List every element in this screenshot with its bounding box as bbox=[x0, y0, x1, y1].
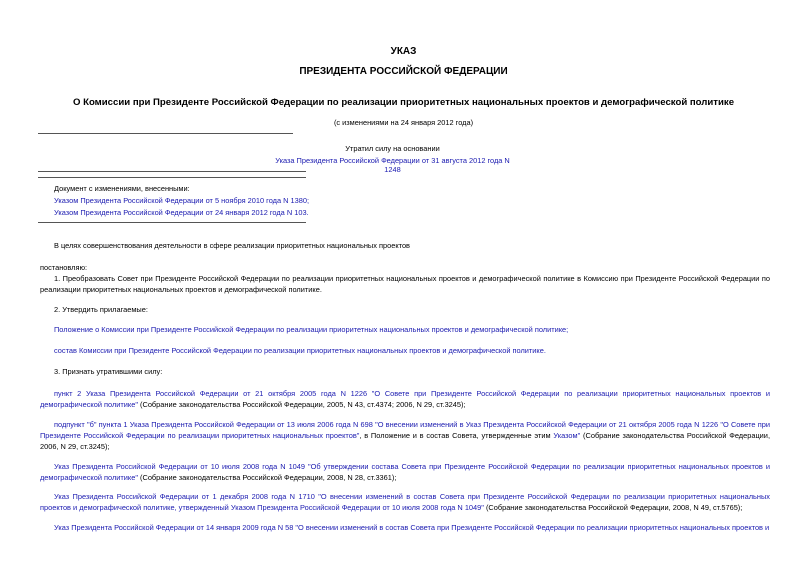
divider bbox=[38, 177, 306, 178]
intro-paragraph: В целях совершенствования деятельности в сфере реализации приоритетных национальных проектов bbox=[54, 241, 410, 250]
amendment-list bbox=[54, 183, 309, 219]
divider bbox=[38, 133, 293, 134]
repealed-link-4[interactable]: Указ Президента Российской Федерации от 1 декабря 2008 года N 1710 "О внесении изменений в состав Совета при Президенте Российской Федерации по реализации приоритетных национальных проектов и демографической политике, утвержденный Указом Президента Российской Федерации от 10 июля 2008 года N 1049" bbox=[40, 492, 770, 512]
paragraph-1: 1. Преобразовать Совет при Президенте Российской Федерации по реализации приоритетных национальных проектов и демографической политике в Комиссию при Президенте Российской Федерации по реализации приоритетных национальных проектов и демографической политике. bbox=[40, 274, 770, 294]
repealed-item-3 bbox=[40, 462, 770, 484]
repealed-source-4: (Собрание законодательства Российской Федерации, 2008, N 49, ст.5765); bbox=[483, 502, 743, 512]
document-title: О Комиссии при Президенте Российской Федерации по реализации приоритетных национальных проектов и демографической политике bbox=[72, 97, 735, 108]
repealed-item-1 bbox=[40, 389, 770, 411]
divider bbox=[38, 171, 306, 172]
paragraph-3: 3. Признать утратившими силу: bbox=[54, 367, 163, 376]
repealed-link-5[interactable]: Указ Президента Российской Федерации от 14 января 2009 года N 58 "О внесении изменений в состав Совета при Президенте Российской Федерации по реализации приоритетных национальных проектов и bbox=[54, 523, 770, 532]
repealed-item-2 bbox=[40, 420, 770, 452]
approved-link-regulation[interactable]: Положение о Комиссии при Президенте Российской Федерации по реализации приоритетных национальных проектов и демографической политике; bbox=[54, 325, 569, 334]
issuer-title: ПРЕЗИДЕНТА РОССИЙСКОЙ ФЕДЕРАЦИИ bbox=[299, 66, 508, 77]
repealed-source-2: (Собрание законодательства Российской Федерации, 2006, N 29, ст.3245); bbox=[40, 430, 770, 451]
divider bbox=[38, 222, 306, 223]
repealed-item-4 bbox=[40, 492, 770, 514]
repealed-source-1: (Собрание законодательства Российской Федерации, 2005, N 43, ст.4374; 2006, N 29, ст.3245); bbox=[137, 399, 466, 409]
amendment-link[interactable]: Указом Президента Российской Федерации от 5 ноября 2010 года N 1380; bbox=[54, 196, 310, 205]
repealed-link-1[interactable]: пункт 2 Указа Президента Российской Федерации от 21 октября 2005 года N 1226 "О Совете при Президенте Российской Федерации по реализации приоритетных национальных проектов и демографической политике" bbox=[40, 389, 770, 409]
repealed-mid-2: , в Положение и в состав Совета, утвержденные этим bbox=[359, 430, 554, 440]
amendment-link[interactable]: Указом Президента Российской Федерации от 24 января 2012 года N 103. bbox=[54, 208, 309, 217]
repealed-link-2b[interactable]: Указом" bbox=[553, 430, 581, 440]
amendment-note: (с изменениями на 24 января 2012 года) bbox=[333, 118, 474, 127]
repealed-item-5 bbox=[40, 523, 770, 534]
doc-type-title: УКАЗ bbox=[390, 46, 417, 57]
amendment-list-heading: Документ с изменениями, внесенными: bbox=[54, 184, 190, 193]
repealed-link-3[interactable]: Указ Президента Российской Федерации от 10 июля 2008 года N 1049 "Об утверждении состава Совета при Президенте Российской Федерации по реализации приоритетных национальных проектов и демографической политике" bbox=[40, 462, 770, 482]
repealed-source-3: (Собрание законодательства Российской Федерации, 2008, N 28, ст.3361); bbox=[137, 472, 397, 482]
lost-force-link[interactable]: Указа Президента Российской Федерации от 31 августа 2012 года N 1248 bbox=[275, 156, 510, 174]
paragraph-2: 2. Утвердить прилагаемые: bbox=[54, 305, 148, 314]
repealed-link-2[interactable]: подпункт "б" пункта 1 Указа Президента Российской Федерации от 13 июля 2006 года N 698 "О внесении изменений в Указ Президента Российской Федерации от 21 октября 2005 года N 1226 "О Совете при Президенте Российской Федерации по реализации приоритетных национальных проектов" bbox=[40, 420, 770, 440]
approved-link-composition[interactable]: состав Комиссии при Президенте Российской Федерации по реализации приоритетных национальных проектов и демографической политике. bbox=[54, 346, 546, 355]
decree-word: постановляю: bbox=[40, 263, 88, 272]
lost-force-label: Утратил силу на основании bbox=[345, 144, 440, 153]
